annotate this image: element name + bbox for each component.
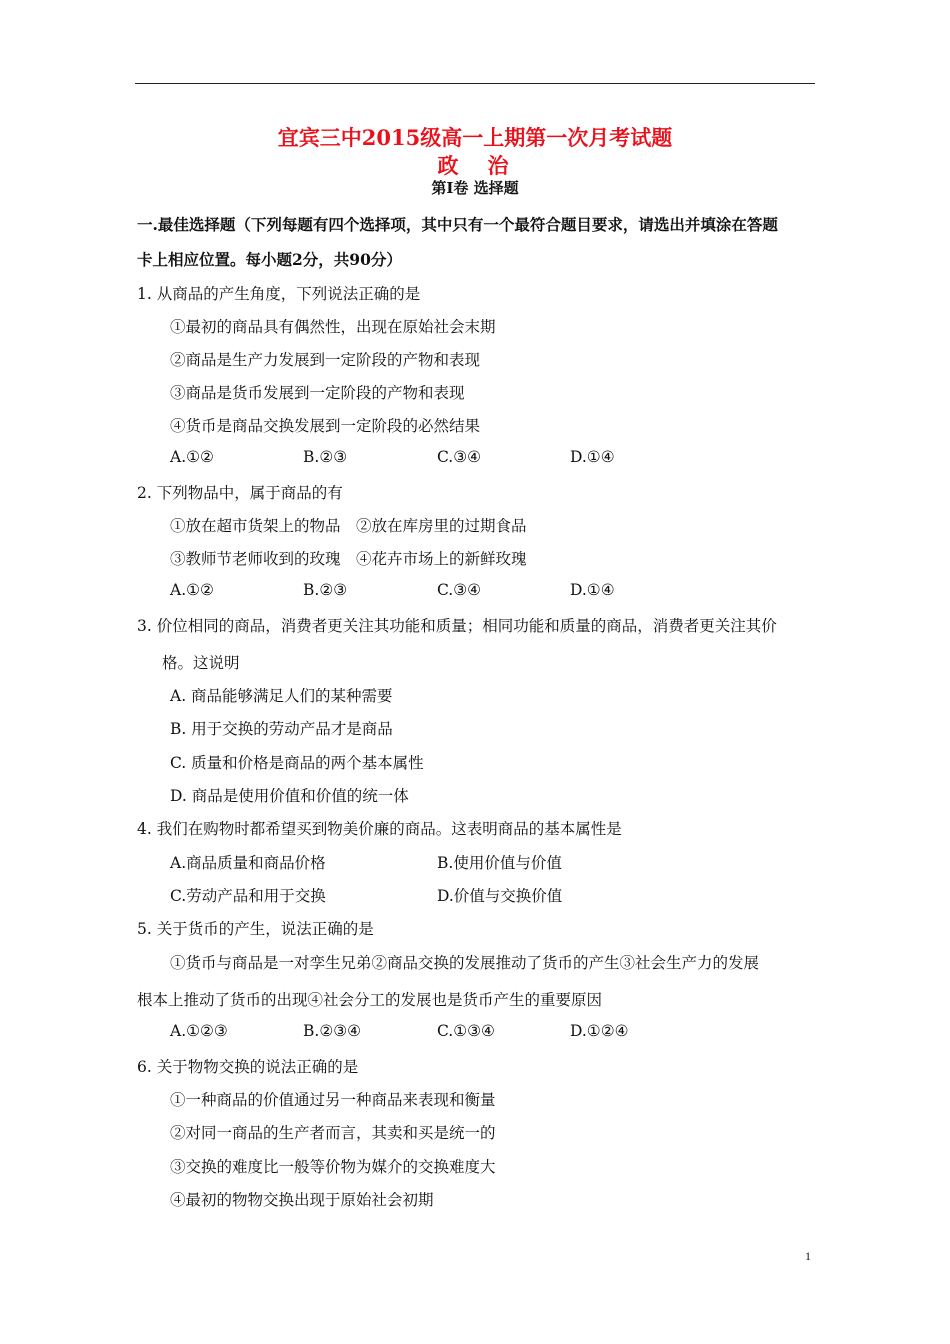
question-6-item: ③交换的难度比一般等价物为媒介的交换难度大 [170,1158,496,1176]
question-5-option-c: C.①③④ [437,1022,495,1040]
question-6-item: ②对同一商品的生产者而言，其卖和买是统一的 [170,1124,496,1142]
question-1-stem: 1. 从商品的产生角度，下列说法正确的是 [137,285,421,303]
question-1-item: ④货币是商品交换发展到一定阶段的必然结果 [170,417,481,435]
question-2-item: ①放在超市货架上的物品 ②放在库房里的过期食品 [170,517,527,535]
question-5-option-d: D.①②④ [570,1022,629,1040]
question-6-item: ④最初的物物交换出现于原始社会初期 [170,1191,434,1209]
question-3-option-a: A. 商品能够满足人们的某种需要 [170,687,393,705]
question-4-option-b: B.使用价值与价值 [437,854,562,872]
exam-title: 宜宾三中2015级高一上期第一次月考试题 [277,125,673,150]
subject-title: 政 治 [437,153,513,178]
question-5-body: ①货币与商品是一对孪生兄弟②商品交换的发展推动了货币的产生③社会生产力的发展 [170,954,760,972]
section-title: 第Ⅰ卷 选择题 [431,179,519,197]
question-2-option-b: B.②③ [303,581,348,599]
question-5-body: 根本上推动了货币的出现④社会分工的发展也是货币产生的重要原因 [137,991,603,1009]
question-1-option-a: A.①② [170,448,214,466]
question-3-option-d: D. 商品是使用价值和价值的统一体 [170,787,409,805]
question-1-item: ②商品是生产力发展到一定阶段的产物和表现 [170,351,481,369]
question-2-option-c: C.③④ [437,581,482,599]
question-4-option-d: D.价值与交换价值 [437,887,563,905]
question-6-stem: 6. 关于物物交换的说法正确的是 [137,1058,359,1076]
question-3-stem-continued: 格。这说明 [162,654,240,672]
question-3-stem: 3. 价位相同的商品，消费者更关注其功能和质量；相同功能和质量的商品，消费者更关注其价 [137,617,777,635]
question-4-stem: 4. 我们在购物时都希望买到物美价廉的商品。这表明商品的基本属性是 [137,820,622,838]
page-number: 1 [805,1249,811,1263]
question-1-item: ①最初的商品具有偶然性，出现在原始社会末期 [170,318,496,336]
question-1-option-b: B.②③ [303,448,348,466]
question-2-item: ③教师节老师收到的玫瑰 ④花卉市场上的新鲜玫瑰 [170,550,527,568]
header-rule [135,83,815,84]
question-1-option-d: D.①④ [570,448,615,466]
question-4-option-c: C.劳动产品和用于交换 [170,887,326,905]
instructions-line-1: 一.最佳选择题（下列每题有四个选择项，其中只有一个最符合题目要求，请选出并填涂在答题 [137,215,778,234]
question-1-option-c: C.③④ [437,448,482,466]
question-2-option-d: D.①④ [570,581,615,599]
question-3-option-b: B. 用于交换的劳动产品才是商品 [170,720,393,738]
question-2-option-a: A.①② [170,581,214,599]
question-5-option-b: B.②③④ [303,1022,362,1040]
question-4-option-a: A.商品质量和商品价格 [170,854,326,872]
question-3-option-c: C. 质量和价格是商品的两个基本属性 [170,754,424,772]
question-6-item: ①一种商品的价值通过另一种商品来表现和衡量 [170,1091,496,1109]
question-5-stem: 5. 关于货币的产生，说法正确的是 [137,920,374,938]
question-1-item: ③商品是货币发展到一定阶段的产物和表现 [170,384,465,402]
instructions-line-2: 卡上相应位置。每小题2分，共90分） [137,250,402,269]
question-5-option-a: A.①②③ [170,1022,228,1040]
question-2-stem: 2. 下列物品中，属于商品的有 [137,484,343,502]
